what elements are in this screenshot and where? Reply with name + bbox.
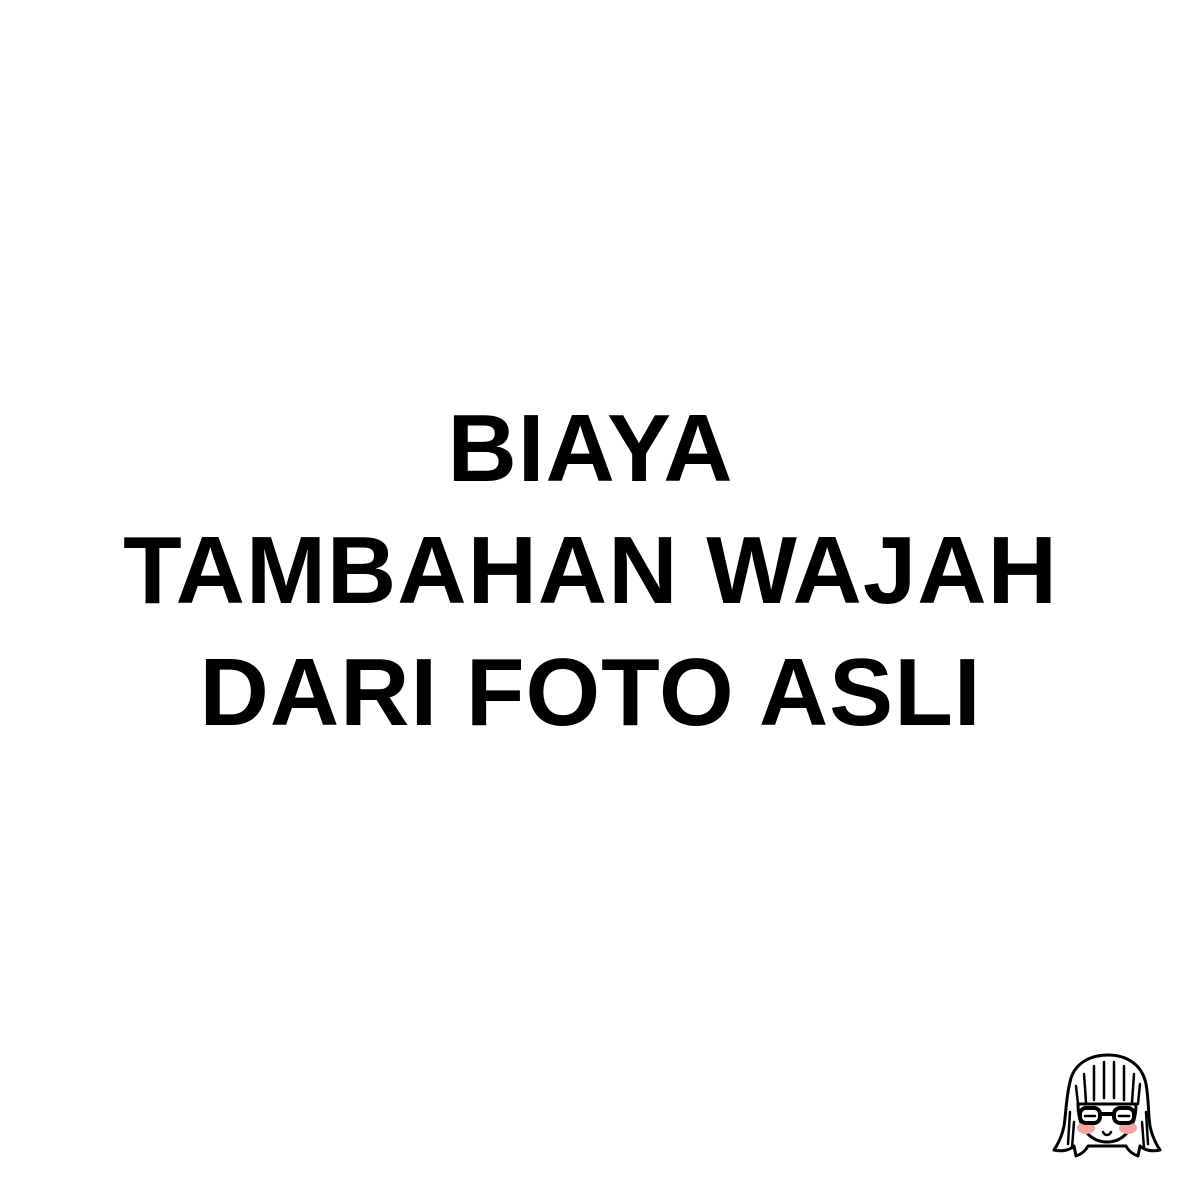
mascot-logo	[1048, 1052, 1166, 1164]
headline	[0, 388, 1181, 754]
headline-line-1: BIAYA	[447, 395, 734, 502]
headline-line-2: TAMBAHAN WAJAH	[123, 517, 1058, 624]
girl-with-glasses-mascot-icon	[1048, 1052, 1166, 1164]
headline-line-3: DARI FOTO ASLI	[199, 639, 982, 746]
